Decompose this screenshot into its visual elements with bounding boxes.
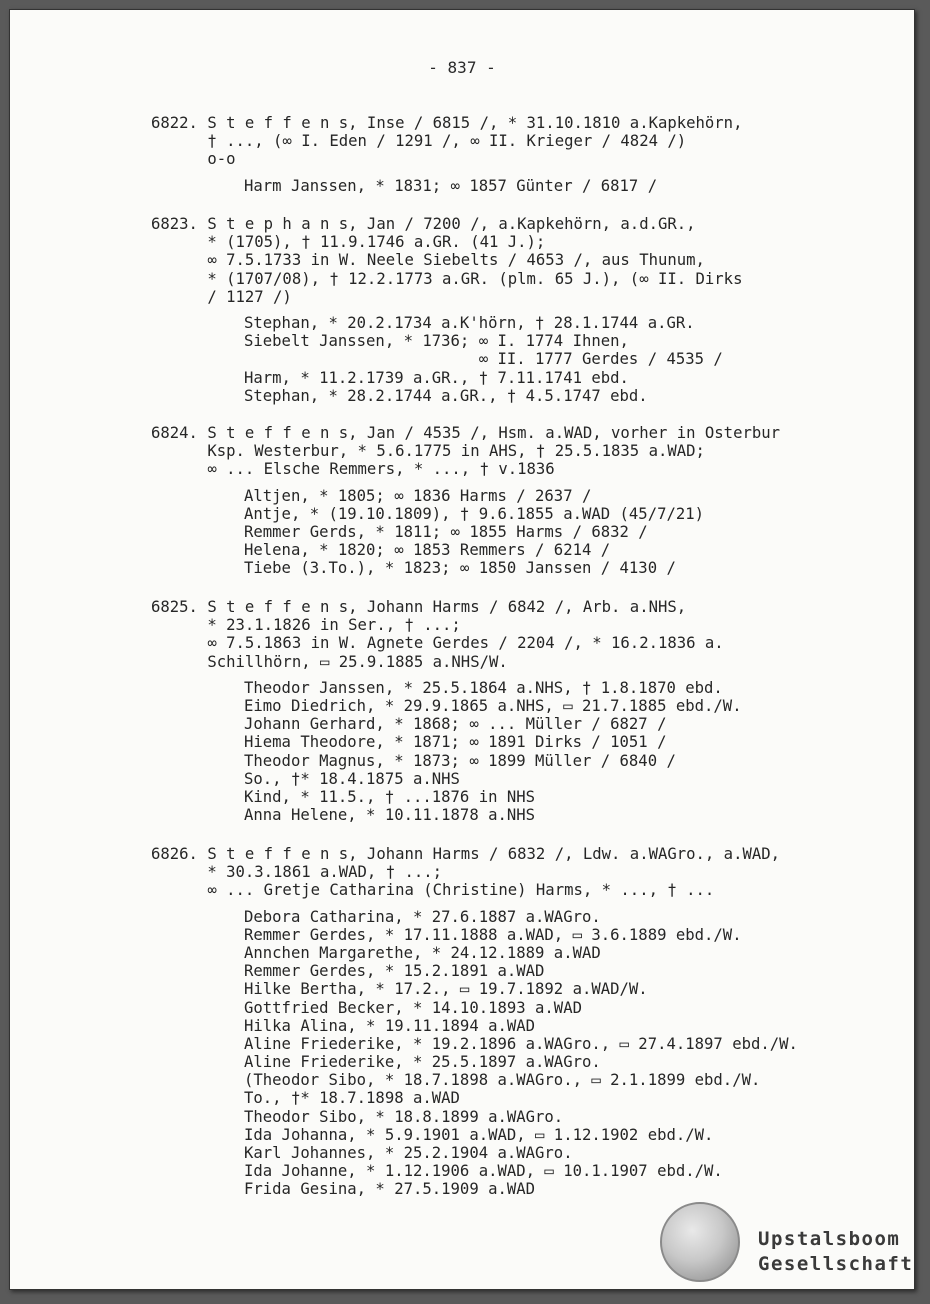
child-line: (Theodor Sibo, * 18.7.1898 a.WAGro., ▭ 2.1.1899 ebd./W. (244, 1071, 761, 1090)
child-line: Debora Catharina, * 27.6.1887 a.WAGro. (244, 907, 601, 926)
entry-line: * 23.1.1826 in Ser., † ...; (151, 616, 461, 635)
child-line: Tiebe (3.To.), * 1823; ∞ 1850 Janssen / 4130 / (244, 559, 676, 578)
child-line: Siebelt Janssen, * 1736; ∞ I. 1774 Ihnen, (244, 332, 629, 351)
upstalsboom-seal-icon (660, 1202, 740, 1282)
child-line: Harm Janssen, * 1831; ∞ 1857 Günter / 6817 / (244, 176, 658, 195)
entry-gap (151, 671, 896, 679)
entry-line: Ksp. Westerbur, * 5.6.1775 in AHS, † 25.5.1835 a.WAD; (151, 442, 705, 461)
child-line: Annchen Margarethe, * 24.12.1889 a.WAD (244, 943, 601, 962)
entry-6823 (151, 215, 896, 405)
entry-line: * (1707/08), † 12.2.1773 a.GR. (plm. 65 J.), (∞ II. Dirks (151, 269, 743, 288)
child-line: Karl Johannes, * 25.2.1904 a.WAGro. (244, 1144, 573, 1162)
entry-line: 6823. S t e p h a n s, Jan / 7200 /, a.Kapkehörn, a.d.GR., (151, 215, 696, 233)
entry-line: o-o (151, 150, 236, 169)
child-line: ∞ II. 1777 Gerdes / 4535 / (244, 350, 723, 369)
child-line: Remmer Gerdes, * 15.2.1891 a.WAD (244, 962, 545, 981)
entry-line: ∞ ... Elsche Remmers, * ..., † v.1836 (151, 460, 555, 479)
entry-gap (151, 306, 896, 314)
child-line: Aline Friederike, * 25.5.1897 a.WAGro. (244, 1053, 601, 1072)
child-line: Ida Johanne, * 1.12.1906 a.WAD, ▭ 10.1.1907 ebd./W. (244, 1162, 723, 1181)
entry-line: 6826. S t e f f e n s, Johann Harms / 6832 /, Ldw. a.WAGro., a.WAD, (151, 845, 781, 863)
entry-line: ∞ ... Gretje Catharina (Christine) Harms, * ..., † ... (151, 881, 715, 900)
child-line: Ida Johanna, * 5.9.1901 a.WAD, ▭ 1.12.1902 ebd./W. (244, 1125, 714, 1144)
child-line: Hiema Theodore, * 1871; ∞ 1891 Dirks / 1051 / (244, 733, 667, 752)
page-number: - 837 - (428, 58, 496, 77)
entry-gap (151, 479, 896, 487)
child-line: Kind, * 11.5., † ...1876 in NHS (244, 787, 536, 806)
entry-6825 (151, 598, 896, 824)
child-line: Hilke Bertha, * 17.2., ▭ 19.7.1892 a.WAD/W. (244, 980, 648, 999)
entry-gap (151, 900, 896, 908)
entry-line: 6825. S t e f f e n s, Johann Harms / 6842 /, Arb. a.NHS, (151, 598, 687, 616)
entry-line: * (1705), † 11.9.1746 a.GR. (41 J.); (151, 233, 546, 252)
child-line: Frida Gesina, * 27.5.1909 a.WAD (244, 1180, 536, 1199)
child-line: Gottfried Becker, * 14.10.1893 a.WAD (244, 998, 582, 1017)
watermark-line2: Gesellschaft (758, 1253, 914, 1275)
child-line: To., †* 18.7.1898 a.WAD (244, 1089, 460, 1108)
entry-6824 (151, 424, 896, 578)
entry-line: 6824. S t e f f e n s, Jan / 4535 /, Hsm. a.WAD, vorher in Osterbur (151, 424, 781, 442)
child-line: Remmer Gerds, * 1811; ∞ 1855 Harms / 6832 / (244, 522, 648, 541)
entry-line: 6822. S t e f f e n s, Inse / 6815 /, * 31.10.1810 a.Kapkehörn, (151, 114, 743, 132)
entry-gap (151, 169, 896, 177)
child-line: Remmer Gerdes, * 17.11.1888 a.WAD, ▭ 3.6.1889 ebd./W. (244, 925, 742, 944)
child-line: Altjen, * 1805; ∞ 1836 Harms / 2637 / (244, 486, 592, 505)
child-line: Aline Friederike, * 19.2.1896 a.WAGro., ▭ 27.4.1897 ebd./W. (244, 1034, 798, 1053)
child-line: So., †* 18.4.1875 a.NHS (244, 769, 460, 788)
entry-line: / 1127 /) (151, 287, 292, 306)
child-line: Theodor Sibo, * 18.8.1899 a.WAGro. (244, 1107, 564, 1126)
entry-line: ∞ 7.5.1863 in W. Agnete Gerdes / 2204 /, * 16.2.1836 a. (151, 634, 724, 653)
entry-line: Schillhörn, ▭ 25.9.1885 a.NHS/W. (151, 652, 508, 671)
child-line: Theodor Magnus, * 1873; ∞ 1899 Müller / 6840 / (244, 751, 676, 770)
entry-line: ∞ 7.5.1733 in W. Neele Siebelts / 4653 /, aus Thunum, (151, 251, 705, 270)
child-line: Eimo Diedrich, * 29.9.1865 a.NHS, ▭ 21.7.1885 ebd./W. (244, 696, 742, 715)
entry-6822 (151, 114, 896, 195)
entry-line: † ..., (∞ I. Eden / 1291 /, ∞ II. Krieger / 4824 /) (151, 132, 687, 151)
child-line: Theodor Janssen, * 25.5.1864 a.NHS, † 1.8.1870 ebd. (244, 678, 723, 697)
entry-6826 (151, 845, 896, 1199)
entry-line: * 30.3.1861 a.WAD, † ...; (151, 863, 443, 882)
document-page (9, 9, 915, 1290)
child-line: Stephan, * 20.2.1734 a.K'hörn, † 28.1.1744 a.GR. (244, 313, 695, 332)
watermark-line1: Upstalsboom (758, 1228, 901, 1250)
child-line: Johann Gerhard, * 1868; ∞ ... Müller / 6827 / (244, 715, 667, 734)
child-line: Hilka Alina, * 19.11.1894 a.WAD (244, 1016, 536, 1035)
child-line: Helena, * 1820; ∞ 1853 Remmers / 6214 / (244, 541, 611, 560)
child-line: Stephan, * 28.2.1744 a.GR., † 4.5.1747 ebd. (244, 386, 648, 405)
child-line: Anna Helene, * 10.11.1878 a.NHS (244, 806, 536, 825)
child-line: Antje, * (19.10.1809), † 9.6.1855 a.WAD (45/7/21) (244, 504, 705, 523)
child-line: Harm, * 11.2.1739 a.GR., † 7.11.1741 ebd. (244, 368, 629, 387)
